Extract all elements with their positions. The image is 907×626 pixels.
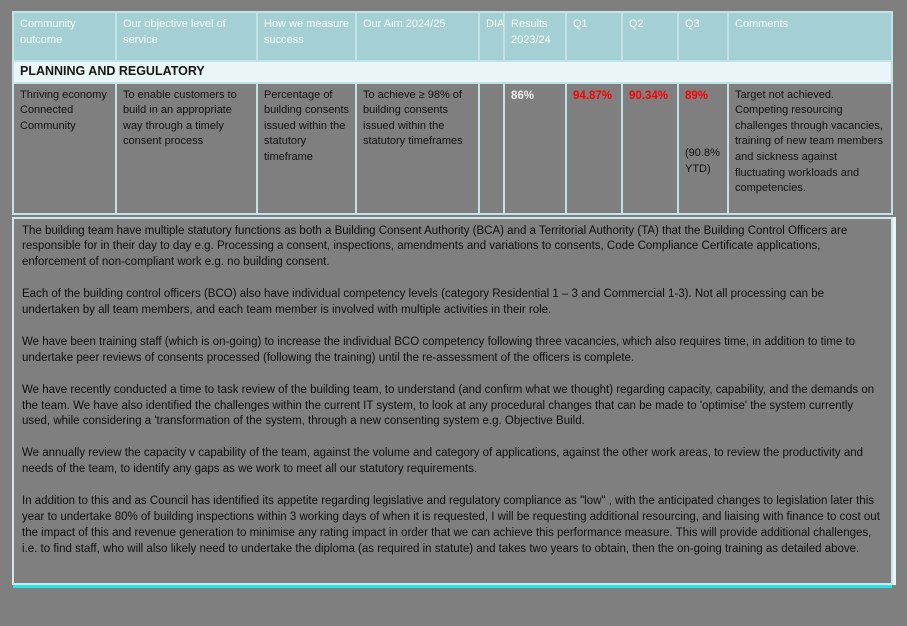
q3-ytd-note: (90.8% YTD) xyxy=(685,146,720,175)
column-header-q1: Q1 xyxy=(567,13,621,60)
table-header-row xyxy=(14,13,891,60)
cell-q3-result xyxy=(679,84,727,213)
performance-table xyxy=(12,11,893,215)
column-header-q3: Q3 xyxy=(679,13,727,60)
cell-community-outcome: Thriving economy Connected Community xyxy=(14,84,115,213)
narrative-paragraph: We annually review the capacity v capability of the team, against the volume and category of applications, against the other work areas, to review the productivity and needs of the team, to identify any gaps as we work to meet all our statutory requirements. xyxy=(22,447,864,476)
narrative-paragraph: Each of the building control officers (BCO) also have individual competency levels (category Residential 1 – 3 and Commercial 1-3). Not all processing can be undertaken by all team members, and each team member is involved with multiple activities in their role. xyxy=(22,288,824,317)
column-header-objective: Our objective level of service xyxy=(117,13,256,60)
narrative-paragraph: The building team have multiple statutory functions as both a Building Consent Authority (BCA) and a Territorial Authority (TA) that the Building Control Officers are responsible for in their day to day e.g. Processing a consent, inspections, amendments and variations to consents, Code Compliance Certificate applications, enforcement of non-compliant work e.g. no building consent. xyxy=(22,224,848,269)
document-page xyxy=(12,11,893,585)
column-header-community-outcome: Community outcome xyxy=(14,13,115,60)
cell-results-2023-24: 86% xyxy=(505,84,565,213)
cell-objective: To enable customers to build in an appropriate way through a timely consent process xyxy=(117,84,256,213)
column-header-comments: Comments xyxy=(729,13,891,60)
narrative-paragraph: We have been training staff (which is on-going) to increase the individual BCO competency following three vacancies, which also requires time, in addition to time to undertake peer reviews of consents processed (following the training) until the re-assessment of the officers is complete. xyxy=(22,335,856,364)
table-row xyxy=(14,84,891,213)
narrative-paragraph: In addition to this and as Council has identified its appetite regarding legislative and regulatory compliance as "low" , with the anticipated changes to legislation later this year to undertake 80% of building inspections within 3 working days of when it is requested, I will be requesting additional resourcing, and liaising with finance to cost out the impact of this and revenue generation to minimise any rating impact in order that we can achieve this performance measure. This will provide additional challenges, i.e. to find staff, who will also likely need to undertake the diploma (as required in statute) and takes two years to obtain, then the on-going training as detailed above. xyxy=(22,494,880,555)
narrative-paragraph: We have recently conducted a time to task review of the building team, to understand (and confirm what we thought) regarding capacity, capability, and the demands on the team. We have also identified the challenges within the current IT system, to look at any procedural changes that can be made to 'optimise' the system currently used, while considering a 'transformation of the system, through a new consenting system e.g. Objective Build. xyxy=(22,383,875,428)
column-header-measure: How we measure success xyxy=(258,13,355,60)
column-header-dia: DIA xyxy=(480,13,503,60)
section-header-planning-regulatory: PLANNING AND REGULATORY xyxy=(14,62,891,82)
commentary-block xyxy=(12,217,893,585)
cell-aim: To achieve ≥ 98% of building consents issued within the statutory timeframes xyxy=(357,84,478,213)
cell-q1-result: 94.87% xyxy=(567,84,621,213)
cell-q2-result: 90.34% xyxy=(623,84,677,213)
column-header-q2: Q2 xyxy=(623,13,677,60)
cell-comments: Target not achieved. Competing resourcing challenges through vacancies, training of new team members and sickness against fluctuating workloads and competencies. xyxy=(729,84,891,213)
cell-measure: Percentage of building consents issued within the statutory timeframe xyxy=(258,84,355,213)
column-header-results: Results 2023/24 xyxy=(505,13,565,60)
q3-value: 89% xyxy=(685,89,709,102)
column-header-aim: Our Aim 2024/25 xyxy=(357,13,478,60)
cell-dia xyxy=(480,84,503,213)
